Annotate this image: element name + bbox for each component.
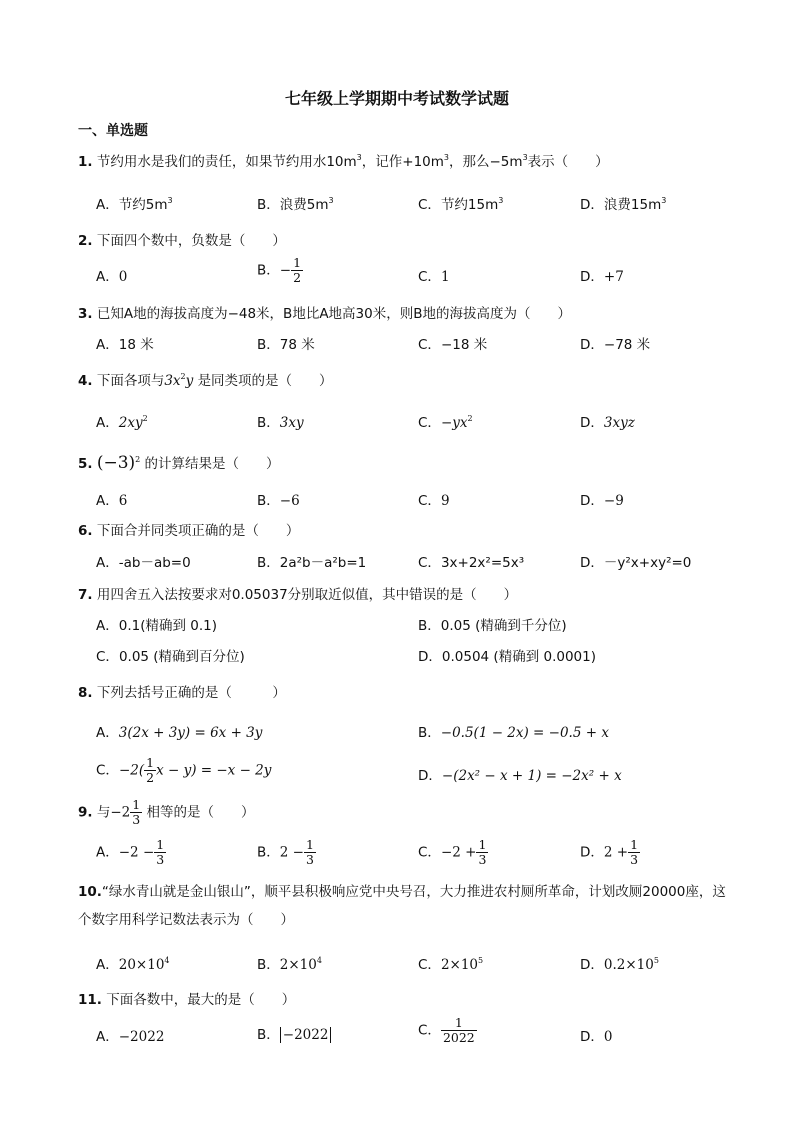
option-c: C．1 — [418, 269, 450, 285]
option-c: C．3x+2x²=5x³ — [418, 555, 525, 571]
option-a: A．0.1(精确到 0.1) — [96, 618, 218, 634]
question-text: 用四舍五入法按要求对0.05037分别取近似值，其中错误的是（ ） — [96, 587, 518, 603]
section-heading: 一、单选题 — [78, 123, 148, 139]
option-b: B．$2\times 10^4$ — [257, 956, 322, 973]
question-text: “绿水青山就是金山银山”，顺平县积极响应党中央号召，大力推进农村厕所革命，计划改厕20000座，这个数字用科学记数法表示为（ ） — [78, 884, 726, 928]
question-7 — [78, 583, 517, 603]
option-b: B．2 − $\frac{1}{3}$ — [257, 837, 314, 867]
question-text: 下面合并同类项正确的是（ ） — [96, 523, 300, 539]
question-text: 下面四个数中，负数是（ ） — [96, 233, 286, 249]
option-d: D．−(2x² − x + 1) = −2x² + x — [418, 768, 622, 784]
superscript: 3 — [356, 153, 362, 162]
question-text: 表示（ ） — [527, 154, 609, 170]
question-text: 节约用水是我们的责任，如果节约用水10m — [96, 154, 357, 170]
question-text: 已知A地的海拔高度为−48米，B地比A地高30米，则B地的海拔高度为（ ） — [96, 306, 571, 322]
question-3 — [78, 302, 571, 322]
option-a: A．6 — [96, 493, 128, 509]
option-b: B．78 米 — [257, 337, 315, 353]
option-b: B．2a²b－a²b=1 — [257, 555, 367, 571]
option-d: D．2 + $\frac{1}{3}$ — [580, 837, 639, 867]
option-d: D．−78 米 — [580, 337, 651, 353]
option-d: D．浪费$15m^3$ — [580, 196, 667, 213]
option-d: D．−9 — [580, 493, 624, 509]
question-text: 下面各数中，最大的是（ ） — [106, 992, 296, 1008]
option-c: C．−18 米 — [418, 337, 488, 353]
option-d: D．－y²x+xy²=0 — [580, 555, 692, 571]
question-number: 8. — [78, 685, 93, 701]
option-b: B．浪费$5m^3$ — [257, 196, 334, 213]
option-d: D．+7 — [580, 269, 624, 285]
option-a: A．18 米 — [96, 337, 154, 353]
option-c: C．$-yx^2$ — [418, 414, 473, 431]
question-text: 相等的是（ ） — [146, 804, 255, 821]
question-text: 下面各项与 — [96, 373, 165, 389]
option-c: C． $\frac{1}{2022}$ — [418, 1015, 475, 1045]
superscript: 3 — [443, 153, 449, 162]
option-b: B．−6 — [257, 493, 300, 509]
math-expression: 3x — [164, 373, 181, 389]
question-number: 9. — [78, 804, 93, 821]
superscript: 3 — [522, 153, 528, 162]
math-expression: −2 — [110, 804, 131, 821]
fraction: $\frac{1}{2}$ — [146, 755, 155, 785]
math-expression: (−3) — [96, 453, 136, 473]
option-d: D．3xyz — [580, 415, 635, 431]
option-a: A．节约$5m^3$ — [96, 196, 173, 213]
option-d: D．$0.2\times 10^5$ — [580, 956, 659, 973]
fraction: $\frac{1}{2022}$ — [442, 1015, 475, 1045]
question-number: 11. — [78, 992, 102, 1008]
option-a: A．0 — [96, 269, 128, 285]
question-number: 5. — [78, 456, 93, 472]
option-c: C．$2\times 10^5$ — [418, 956, 484, 973]
option-b: B．3xy — [257, 415, 304, 431]
question-number: 3. — [78, 306, 93, 322]
option-c: C．节约$15m^3$ — [418, 196, 504, 213]
question-8 — [78, 681, 286, 701]
question-text: 与 — [96, 804, 111, 821]
question-text: 是同类项的是（ ） — [197, 373, 333, 389]
option-b: B．−0.5(1 − 2x) = −0.5 + x — [418, 725, 609, 741]
question-text: 下列去括号正确的是（ ） — [96, 685, 286, 701]
question-number: 2. — [78, 233, 93, 249]
option-a: A．3(2x + 3y) = 6x + 3y — [96, 725, 263, 741]
question-text: ，那么−5m — [449, 154, 523, 170]
option-d: D．0 — [580, 1029, 613, 1045]
option-c: C．−2 + $\frac{1}{3}$ — [418, 837, 487, 867]
fraction: $\frac{1}{2}$ — [293, 255, 302, 285]
question-text: ，记作+10m — [361, 154, 444, 170]
math-expression: y — [185, 373, 194, 389]
question-text: 的计算结果是（ ） — [144, 456, 280, 472]
option-a: A．$20\times 10^4$ — [96, 956, 170, 973]
question-10 — [78, 878, 738, 934]
question-number: 10. — [78, 884, 102, 900]
question-number: 4. — [78, 373, 93, 389]
absolute-value: −2022 — [280, 1027, 332, 1043]
option-a: A．-ab－ab=0 — [96, 555, 191, 571]
question-11 — [78, 988, 295, 1008]
option-c: C．−2( $\frac{1}{2}$ x − y) = −x − 2y — [96, 755, 272, 785]
question-number: 7. — [78, 587, 93, 603]
option-b: B． −2022 — [257, 1023, 331, 1043]
option-a: A．−2 − $\frac{1}{3}$ — [96, 837, 165, 867]
question-9 — [78, 798, 254, 827]
option-d: D．0.0504 (精确到 0.0001) — [418, 649, 596, 665]
question-5: 5. $(-3)^2$ 的计算结果是（ ） — [78, 453, 280, 473]
question-number: 1. — [78, 154, 93, 170]
option-b: B．0.05 (精确到千分位) — [418, 618, 567, 634]
question-6 — [78, 519, 299, 539]
page-title: 七年级上学期期中考试数学试题 — [284, 89, 509, 108]
option-c: C．0.05 (精确到百分位) — [96, 649, 245, 665]
option-b: B．− $\frac{1}{2}$ — [257, 255, 302, 285]
option-a: A．−2022 — [96, 1029, 165, 1045]
option-a: A．$2xy^2$ — [96, 414, 148, 431]
question-2 — [78, 229, 286, 249]
question-4: 4. 下面各项与$3x^2y$ 是同类项的是（ ） — [78, 372, 333, 389]
question-number: 6. — [78, 523, 93, 539]
option-c: C．9 — [418, 493, 450, 509]
fraction: $\frac{1}{3}$ — [132, 797, 141, 827]
question-1 — [78, 150, 609, 170]
